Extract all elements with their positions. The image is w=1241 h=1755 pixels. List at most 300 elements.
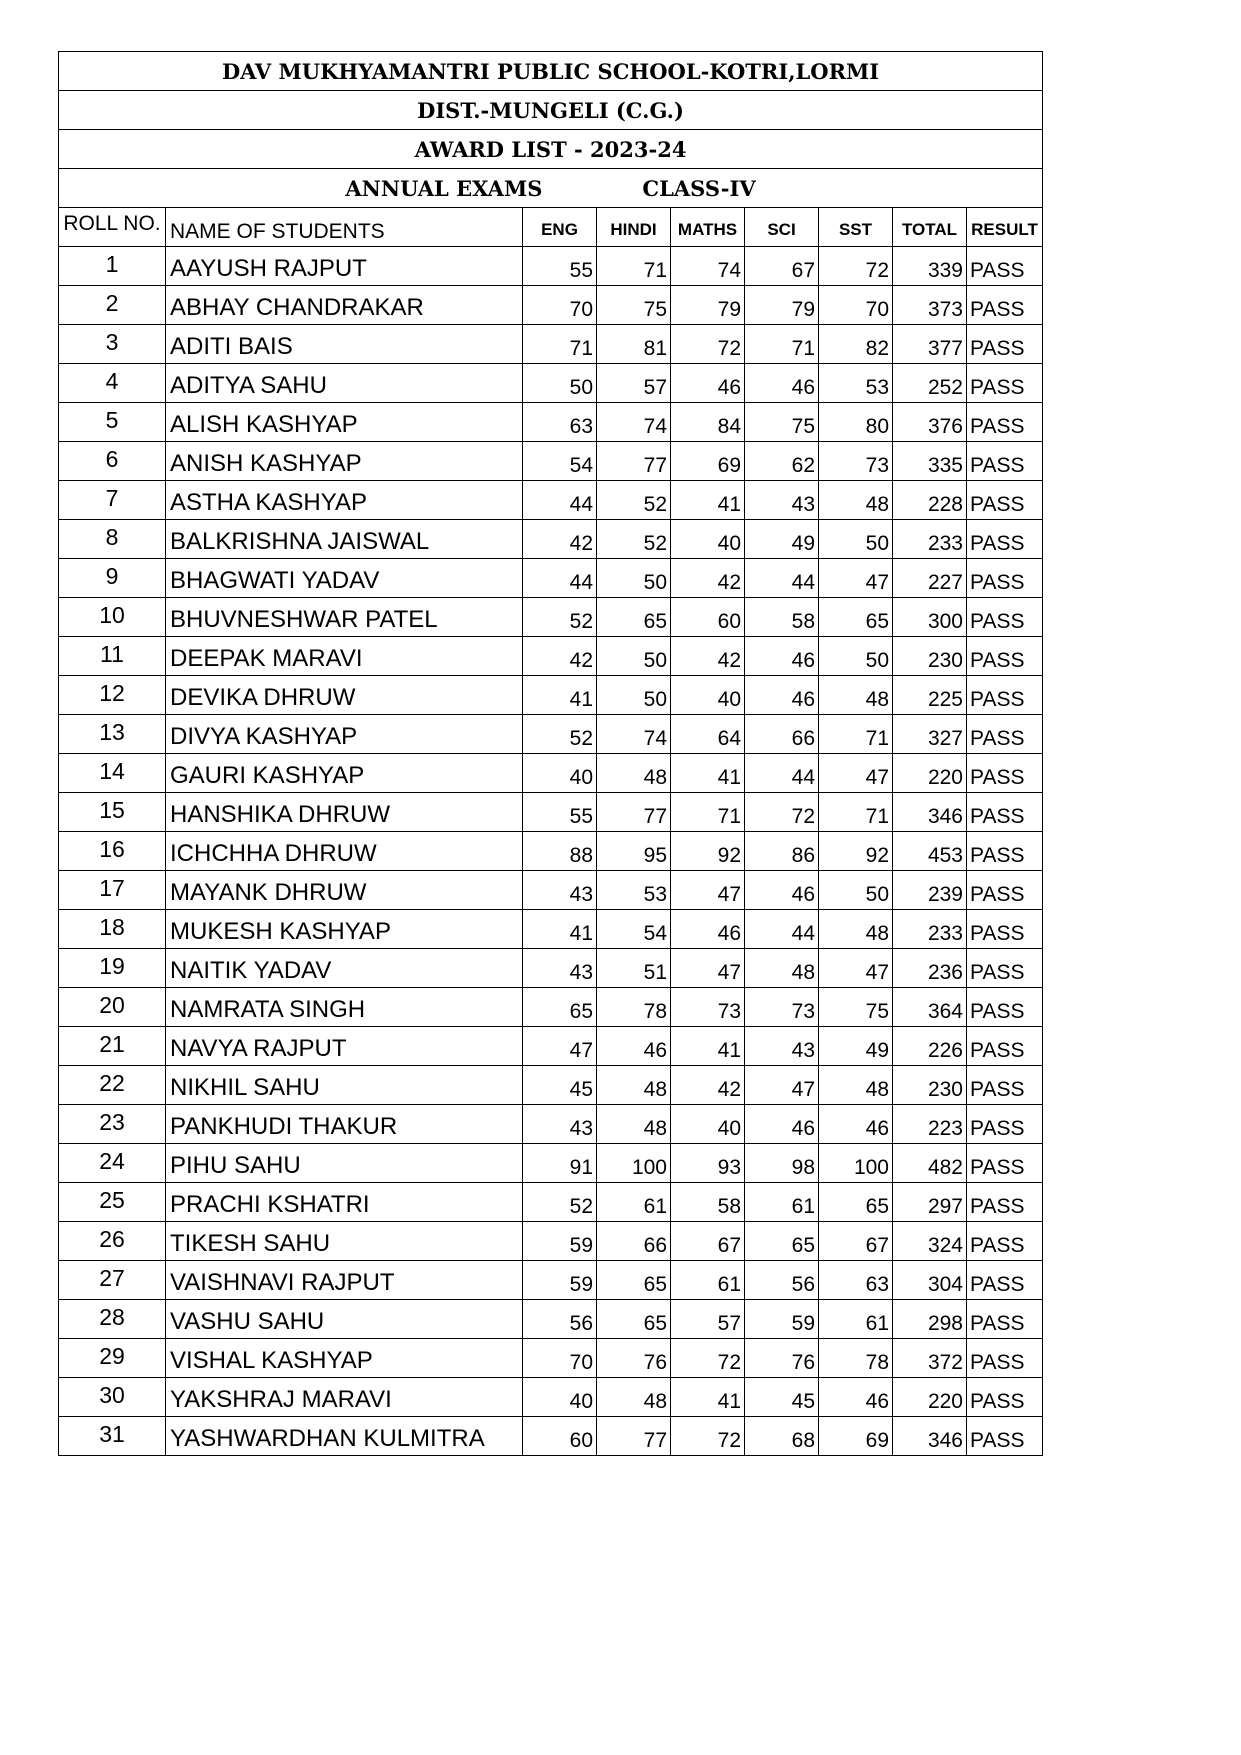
table-row [59, 559, 1043, 598]
school-row [59, 52, 1043, 91]
roll-no: 18 [59, 910, 166, 949]
roll-no: 23 [59, 1105, 166, 1144]
student-name: ASTHA KASHYAP [166, 481, 523, 520]
table-row [59, 481, 1043, 520]
sci-marks: 67 [745, 247, 819, 286]
sst-marks: 46 [819, 1105, 893, 1144]
hindi-marks: 65 [597, 1300, 671, 1339]
result: PASS [967, 1183, 1043, 1222]
roll-no: 16 [59, 832, 166, 871]
sci-marks: 76 [745, 1339, 819, 1378]
total-marks: 239 [893, 871, 967, 910]
roll-no: 19 [59, 949, 166, 988]
sci-marks: 68 [745, 1417, 819, 1456]
roll-no: 30 [59, 1378, 166, 1417]
student-name: DEVIKA DHRUW [166, 676, 523, 715]
total-marks: 297 [893, 1183, 967, 1222]
hindi-marks: 46 [597, 1027, 671, 1066]
hindi-marks: 65 [597, 598, 671, 637]
student-name: ANISH KASHYAP [166, 442, 523, 481]
student-name: DIVYA KASHYAP [166, 715, 523, 754]
result: PASS [967, 598, 1043, 637]
total-marks: 230 [893, 1066, 967, 1105]
hindi-marks: 48 [597, 1378, 671, 1417]
student-name: MAYANK DHRUW [166, 871, 523, 910]
table-row [59, 1183, 1043, 1222]
result: PASS [967, 754, 1043, 793]
maths-marks: 42 [671, 559, 745, 598]
maths-marks: 57 [671, 1300, 745, 1339]
total-marks: 225 [893, 676, 967, 715]
total-marks: 346 [893, 1417, 967, 1456]
eng-marks: 52 [523, 598, 597, 637]
table-row [59, 403, 1043, 442]
table-row [59, 1261, 1043, 1300]
total-marks: 335 [893, 442, 967, 481]
student-name: BHUVNESHWAR PATEL [166, 598, 523, 637]
sci-marks: 79 [745, 286, 819, 325]
hindi-marks: 50 [597, 559, 671, 598]
result: PASS [967, 832, 1043, 871]
sst-marks: 61 [819, 1300, 893, 1339]
school-name: DAV MUKHYAMANTRI PUBLIC SCHOOL-KOTRI,LORMI [59, 52, 1043, 91]
eng-marks: 45 [523, 1066, 597, 1105]
hindi-marks: 52 [597, 481, 671, 520]
total-marks: 230 [893, 637, 967, 676]
maths-marks: 46 [671, 364, 745, 403]
table-row [59, 910, 1043, 949]
roll-no: 10 [59, 598, 166, 637]
result: PASS [967, 949, 1043, 988]
hindi-marks: 52 [597, 520, 671, 559]
eng-marks: 63 [523, 403, 597, 442]
maths-marks: 42 [671, 637, 745, 676]
hindi-marks: 53 [597, 871, 671, 910]
sst-marks: 75 [819, 988, 893, 1027]
table-row [59, 832, 1043, 871]
student-name: GAURI KASHYAP [166, 754, 523, 793]
maths-marks: 69 [671, 442, 745, 481]
col-name: NAME OF STUDENTS [166, 208, 523, 247]
table-row [59, 1339, 1043, 1378]
sst-marks: 92 [819, 832, 893, 871]
roll-no: 14 [59, 754, 166, 793]
result: PASS [967, 715, 1043, 754]
roll-no: 8 [59, 520, 166, 559]
table-row [59, 520, 1043, 559]
student-name: ADITYA SAHU [166, 364, 523, 403]
eng-marks: 54 [523, 442, 597, 481]
result: PASS [967, 1066, 1043, 1105]
roll-no: 1 [59, 247, 166, 286]
maths-marks: 67 [671, 1222, 745, 1261]
result: PASS [967, 442, 1043, 481]
sst-marks: 48 [819, 1066, 893, 1105]
col-result: RESULT [967, 208, 1043, 247]
sst-marks: 48 [819, 910, 893, 949]
class-name: CLASS-IV [642, 175, 756, 201]
table-row [59, 715, 1043, 754]
sci-marks: 43 [745, 481, 819, 520]
total-marks: 304 [893, 1261, 967, 1300]
eng-marks: 59 [523, 1261, 597, 1300]
sci-marks: 46 [745, 364, 819, 403]
sst-marks: 49 [819, 1027, 893, 1066]
table-row [59, 754, 1043, 793]
maths-marks: 42 [671, 1066, 745, 1105]
sci-marks: 75 [745, 403, 819, 442]
result: PASS [967, 481, 1043, 520]
result: PASS [967, 637, 1043, 676]
col-total: TOTAL [893, 208, 967, 247]
sci-marks: 48 [745, 949, 819, 988]
table-row [59, 1105, 1043, 1144]
col-roll-no: ROLL NO. [59, 208, 166, 247]
student-name: VAISHNAVI RAJPUT [166, 1261, 523, 1300]
maths-marks: 93 [671, 1144, 745, 1183]
eng-marks: 41 [523, 910, 597, 949]
hindi-marks: 81 [597, 325, 671, 364]
hindi-marks: 57 [597, 364, 671, 403]
eng-marks: 44 [523, 481, 597, 520]
total-marks: 236 [893, 949, 967, 988]
sci-marks: 58 [745, 598, 819, 637]
sst-marks: 80 [819, 403, 893, 442]
sst-marks: 100 [819, 1144, 893, 1183]
hindi-marks: 78 [597, 988, 671, 1027]
sci-marks: 43 [745, 1027, 819, 1066]
total-marks: 372 [893, 1339, 967, 1378]
maths-marks: 74 [671, 247, 745, 286]
total-marks: 482 [893, 1144, 967, 1183]
student-name: DEEPAK MARAVI [166, 637, 523, 676]
eng-marks: 55 [523, 247, 597, 286]
total-marks: 227 [893, 559, 967, 598]
eng-marks: 44 [523, 559, 597, 598]
table-row [59, 1027, 1043, 1066]
sci-marks: 49 [745, 520, 819, 559]
sst-marks: 50 [819, 520, 893, 559]
district-name: DIST.-MUNGELI (C.G.) [59, 91, 1043, 130]
student-name: YAKSHRAJ MARAVI [166, 1378, 523, 1417]
roll-no: 26 [59, 1222, 166, 1261]
result: PASS [967, 1105, 1043, 1144]
exam-class-heading [59, 169, 1043, 208]
total-marks: 220 [893, 754, 967, 793]
table-row [59, 598, 1043, 637]
maths-marks: 71 [671, 793, 745, 832]
table-row [59, 442, 1043, 481]
result: PASS [967, 988, 1043, 1027]
eng-marks: 42 [523, 637, 597, 676]
roll-no: 2 [59, 286, 166, 325]
sci-marks: 56 [745, 1261, 819, 1300]
student-name: VASHU SAHU [166, 1300, 523, 1339]
hindi-marks: 77 [597, 442, 671, 481]
result: PASS [967, 1339, 1043, 1378]
sci-marks: 46 [745, 871, 819, 910]
exam-row [59, 169, 1043, 208]
result: PASS [967, 793, 1043, 832]
roll-no: 25 [59, 1183, 166, 1222]
sci-marks: 44 [745, 754, 819, 793]
result: PASS [967, 1261, 1043, 1300]
table-row [59, 364, 1043, 403]
sst-marks: 50 [819, 871, 893, 910]
eng-marks: 71 [523, 325, 597, 364]
total-marks: 373 [893, 286, 967, 325]
table-row [59, 1144, 1043, 1183]
total-marks: 223 [893, 1105, 967, 1144]
sci-marks: 59 [745, 1300, 819, 1339]
sci-marks: 65 [745, 1222, 819, 1261]
eng-marks: 41 [523, 676, 597, 715]
roll-no: 9 [59, 559, 166, 598]
student-name: NAVYA RAJPUT [166, 1027, 523, 1066]
maths-marks: 72 [671, 1339, 745, 1378]
total-marks: 226 [893, 1027, 967, 1066]
maths-marks: 40 [671, 676, 745, 715]
maths-marks: 41 [671, 754, 745, 793]
table-row [59, 1222, 1043, 1261]
total-marks: 327 [893, 715, 967, 754]
roll-no: 15 [59, 793, 166, 832]
result: PASS [967, 559, 1043, 598]
maths-marks: 41 [671, 1378, 745, 1417]
table-row [59, 1417, 1043, 1456]
student-name: TIKESH SAHU [166, 1222, 523, 1261]
roll-no: 13 [59, 715, 166, 754]
maths-marks: 79 [671, 286, 745, 325]
district-row [59, 91, 1043, 130]
sst-marks: 65 [819, 598, 893, 637]
sci-marks: 71 [745, 325, 819, 364]
sst-marks: 47 [819, 949, 893, 988]
student-name: NIKHIL SAHU [166, 1066, 523, 1105]
sst-marks: 82 [819, 325, 893, 364]
roll-no: 22 [59, 1066, 166, 1105]
student-name: ALISH KASHYAP [166, 403, 523, 442]
col-sst: SST [819, 208, 893, 247]
sci-marks: 73 [745, 988, 819, 1027]
sst-marks: 78 [819, 1339, 893, 1378]
table-row [59, 1378, 1043, 1417]
sst-marks: 63 [819, 1261, 893, 1300]
sst-marks: 65 [819, 1183, 893, 1222]
total-marks: 346 [893, 793, 967, 832]
table-row [59, 247, 1043, 286]
eng-marks: 55 [523, 793, 597, 832]
result: PASS [967, 286, 1043, 325]
column-header-row [59, 208, 1043, 247]
total-marks: 364 [893, 988, 967, 1027]
sci-marks: 72 [745, 793, 819, 832]
sst-marks: 48 [819, 481, 893, 520]
maths-marks: 84 [671, 403, 745, 442]
sst-marks: 48 [819, 676, 893, 715]
hindi-marks: 75 [597, 286, 671, 325]
result: PASS [967, 1027, 1043, 1066]
table-row [59, 793, 1043, 832]
student-name: AAYUSH RAJPUT [166, 247, 523, 286]
sst-marks: 47 [819, 559, 893, 598]
roll-no: 29 [59, 1339, 166, 1378]
roll-no: 6 [59, 442, 166, 481]
sst-marks: 53 [819, 364, 893, 403]
total-marks: 300 [893, 598, 967, 637]
maths-marks: 72 [671, 325, 745, 364]
maths-marks: 64 [671, 715, 745, 754]
table-row [59, 988, 1043, 1027]
hindi-marks: 51 [597, 949, 671, 988]
sci-marks: 66 [745, 715, 819, 754]
roll-no: 28 [59, 1300, 166, 1339]
col-maths: MATHS [671, 208, 745, 247]
title-row [59, 130, 1043, 169]
sci-marks: 46 [745, 637, 819, 676]
result: PASS [967, 1300, 1043, 1339]
maths-marks: 61 [671, 1261, 745, 1300]
table-row [59, 286, 1043, 325]
maths-marks: 47 [671, 871, 745, 910]
maths-marks: 40 [671, 1105, 745, 1144]
table-row [59, 949, 1043, 988]
maths-marks: 41 [671, 481, 745, 520]
total-marks: 228 [893, 481, 967, 520]
maths-marks: 47 [671, 949, 745, 988]
result: PASS [967, 1222, 1043, 1261]
roll-no: 5 [59, 403, 166, 442]
student-name: PANKHUDI THAKUR [166, 1105, 523, 1144]
hindi-marks: 74 [597, 403, 671, 442]
student-name: YASHWARDHAN KULMITRA [166, 1417, 523, 1456]
student-name: MUKESH KASHYAP [166, 910, 523, 949]
maths-marks: 60 [671, 598, 745, 637]
hindi-marks: 77 [597, 1417, 671, 1456]
sci-marks: 44 [745, 559, 819, 598]
table-row [59, 1300, 1043, 1339]
table-row [59, 1066, 1043, 1105]
student-name: ICHCHHA DHRUW [166, 832, 523, 871]
roll-no: 17 [59, 871, 166, 910]
sci-marks: 47 [745, 1066, 819, 1105]
maths-marks: 40 [671, 520, 745, 559]
hindi-marks: 77 [597, 793, 671, 832]
hindi-marks: 48 [597, 754, 671, 793]
student-name: ABHAY CHANDRAKAR [166, 286, 523, 325]
table-row [59, 871, 1043, 910]
total-marks: 324 [893, 1222, 967, 1261]
eng-marks: 52 [523, 715, 597, 754]
hindi-marks: 100 [597, 1144, 671, 1183]
total-marks: 376 [893, 403, 967, 442]
eng-marks: 43 [523, 1105, 597, 1144]
maths-marks: 72 [671, 1417, 745, 1456]
sst-marks: 70 [819, 286, 893, 325]
eng-marks: 40 [523, 1378, 597, 1417]
hindi-marks: 71 [597, 247, 671, 286]
hindi-marks: 65 [597, 1261, 671, 1300]
maths-marks: 41 [671, 1027, 745, 1066]
hindi-marks: 50 [597, 676, 671, 715]
eng-marks: 70 [523, 1339, 597, 1378]
eng-marks: 59 [523, 1222, 597, 1261]
exam-name: ANNUAL EXAMS [345, 175, 543, 201]
eng-marks: 43 [523, 949, 597, 988]
sci-marks: 45 [745, 1378, 819, 1417]
roll-no: 3 [59, 325, 166, 364]
eng-marks: 50 [523, 364, 597, 403]
student-name: HANSHIKA DHRUW [166, 793, 523, 832]
student-name: PRACHI KSHATRI [166, 1183, 523, 1222]
sci-marks: 98 [745, 1144, 819, 1183]
eng-marks: 56 [523, 1300, 597, 1339]
table-row [59, 325, 1043, 364]
sst-marks: 46 [819, 1378, 893, 1417]
sci-marks: 46 [745, 676, 819, 715]
sst-marks: 72 [819, 247, 893, 286]
eng-marks: 60 [523, 1417, 597, 1456]
roll-no: 31 [59, 1417, 166, 1456]
hindi-marks: 61 [597, 1183, 671, 1222]
hindi-marks: 50 [597, 637, 671, 676]
result: PASS [967, 325, 1043, 364]
eng-marks: 42 [523, 520, 597, 559]
award-list-title: AWARD LIST - 2023-24 [59, 130, 1043, 169]
hindi-marks: 66 [597, 1222, 671, 1261]
eng-marks: 40 [523, 754, 597, 793]
maths-marks: 73 [671, 988, 745, 1027]
student-name: VISHAL KASHYAP [166, 1339, 523, 1378]
roll-no: 20 [59, 988, 166, 1027]
eng-marks: 52 [523, 1183, 597, 1222]
maths-marks: 46 [671, 910, 745, 949]
sci-marks: 61 [745, 1183, 819, 1222]
result: PASS [967, 247, 1043, 286]
student-name: NAMRATA SINGH [166, 988, 523, 1027]
total-marks: 233 [893, 520, 967, 559]
student-name: BALKRISHNA JAISWAL [166, 520, 523, 559]
roll-no: 7 [59, 481, 166, 520]
result: PASS [967, 364, 1043, 403]
hindi-marks: 95 [597, 832, 671, 871]
roll-no: 24 [59, 1144, 166, 1183]
col-sci: SCI [745, 208, 819, 247]
total-marks: 453 [893, 832, 967, 871]
hindi-marks: 48 [597, 1066, 671, 1105]
result: PASS [967, 1144, 1043, 1183]
hindi-marks: 48 [597, 1105, 671, 1144]
sci-marks: 44 [745, 910, 819, 949]
table-row [59, 637, 1043, 676]
sst-marks: 73 [819, 442, 893, 481]
sst-marks: 71 [819, 715, 893, 754]
roll-no: 21 [59, 1027, 166, 1066]
sst-marks: 69 [819, 1417, 893, 1456]
roll-no: 4 [59, 364, 166, 403]
student-name: BHAGWATI YADAV [166, 559, 523, 598]
sci-marks: 46 [745, 1105, 819, 1144]
sci-marks: 62 [745, 442, 819, 481]
roll-no: 11 [59, 637, 166, 676]
eng-marks: 65 [523, 988, 597, 1027]
eng-marks: 70 [523, 286, 597, 325]
hindi-marks: 74 [597, 715, 671, 754]
sci-marks: 86 [745, 832, 819, 871]
result: PASS [967, 871, 1043, 910]
student-name: ADITI BAIS [166, 325, 523, 364]
total-marks: 220 [893, 1378, 967, 1417]
